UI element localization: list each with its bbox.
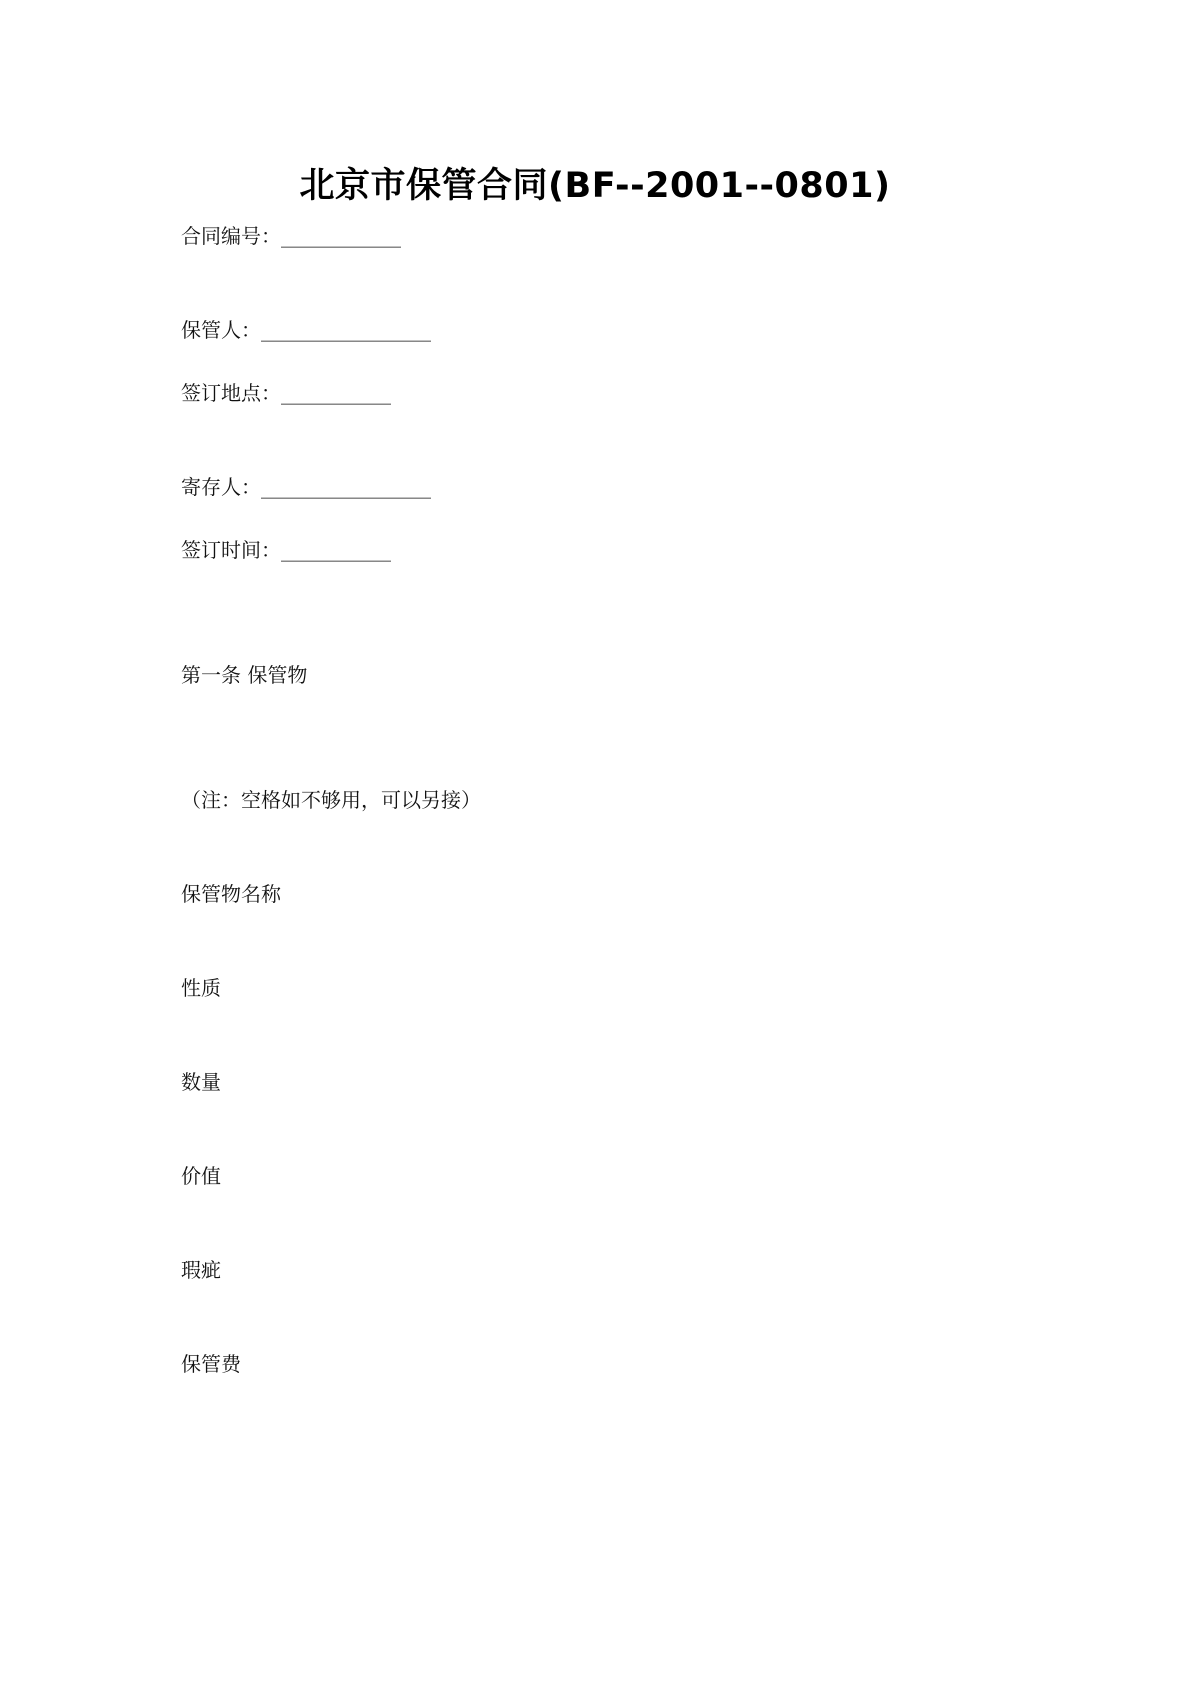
contract-number-field: 合同编号：____________ [181, 224, 401, 248]
document-title: 北京市保管合同(BF--2001--0801) [299, 166, 891, 206]
item-value-label: 价值 [181, 1164, 221, 1188]
signing-time-field: 签订时间：___________ [181, 538, 391, 562]
article-1-heading: 第一条 保管物 [181, 663, 308, 687]
item-nature-label: 性质 [181, 976, 221, 1000]
item-fee-label: 保管费 [181, 1352, 241, 1376]
depositor-field: 寄存人：_________________ [181, 475, 431, 499]
item-defect-label: 瑕疵 [181, 1258, 221, 1282]
custodian-field: 保管人：_________________ [181, 318, 431, 342]
signing-place-field: 签订地点：___________ [181, 381, 391, 405]
item-name-label: 保管物名称 [181, 882, 281, 906]
item-quantity-label: 数量 [181, 1070, 221, 1094]
article-1-note: （注：空格如不够用，可以另接） [181, 788, 481, 812]
